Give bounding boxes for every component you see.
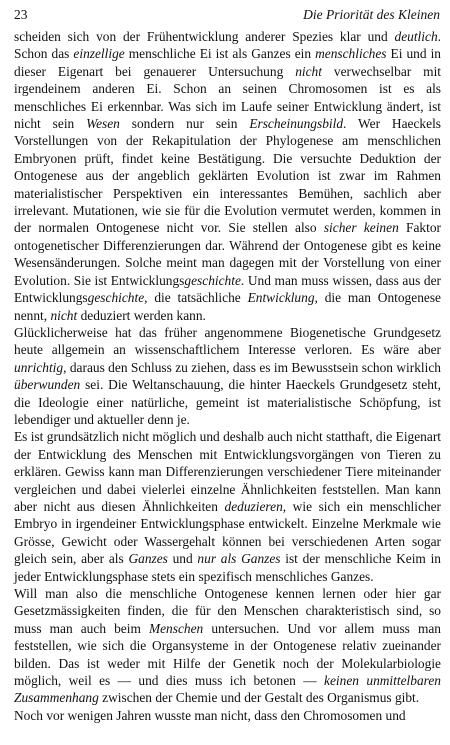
text-run: verwechselbar mit irgendeinem anderen Ei. Schon an seinen Chromosomen ist es als menschliches Ei erkennbar. Was sich im Laufe seiner Entwicklung ändert, ist nicht sein: [14, 63, 442, 132]
emphasis-text: nicht: [295, 63, 322, 79]
text-run: Ei und in dieser Eigenart bei genauerer Untersuchung: [14, 46, 441, 79]
paragraph: [14, 707, 441, 724]
text-run: sondern nur sein: [119, 116, 250, 132]
emphasis-text: Erscheinungsbild: [249, 116, 344, 132]
paragraph: [14, 324, 441, 428]
body-text: [14, 28, 441, 724]
text-run: Faktor ontogenetischer Differenzierungen dar. Während der Ontogenese gibt es keine Wesensänderungen. Solche meint man dagegen mit der Vorstellung von einer Evolution. Sie ist Entwicklungs: [14, 220, 442, 288]
emphasis-text: deutlich: [394, 29, 438, 44]
emphasis-text: Ganzes: [128, 551, 168, 567]
text-run: . Wer Haeckels Vorstellungen von der Rekapitulation der Phylogenese am menschlichen Embryonen prüft, findet keine Bestätigung. Die versuchte Deduktion der Ontogenese aus der angeblich geklärten Evolution ist zwar im Rahmen materialistischer Perspektiven ein interessantes Bemühen, sachlich aber irrelevant. Mutationen, wie sie für die Evolution vermutet werden, kommen in der normalen Ontogenese nicht vor. Sie stellen also: [14, 116, 441, 236]
text-run: und: [167, 551, 198, 567]
emphasis-text: unrichtig: [14, 359, 64, 375]
text-run: Glücklicherweise hat das früher angenommene Biogenetische Grundgesetz heute allgemein an wissenschaftlichem Interesse verloren. Es wäre aber: [14, 324, 441, 358]
text-run: , die tatsächliche: [144, 290, 248, 306]
page-number: 23: [14, 7, 28, 22]
emphasis-text: nicht: [50, 307, 78, 323]
emphasis-text: geschichte: [184, 272, 241, 288]
emphasis-text: deduzieren: [224, 498, 283, 514]
text-run: Noch vor wenigen Jahren wusste man nicht, dass den Chromosomen und: [14, 707, 406, 723]
emphasis-text: überwunden: [14, 377, 81, 393]
text-run: menschliche Ei ist als Ganzes ein: [124, 46, 316, 62]
paragraph: [14, 428, 441, 585]
emphasis-text: sicher keinen: [323, 220, 399, 236]
emphasis-text: menschliches: [315, 46, 387, 62]
paragraph: [14, 585, 441, 707]
emphasis-text: Entwicklung: [247, 290, 315, 306]
text-run: sei. Die Weltanschauung, die hinter Haeckels Grundgesetz steht, die Ideologie einer natürliche, gemeint ist materialistische Schöpfung, ist lebendiger und aktueller denn je.: [14, 377, 441, 427]
text-run: scheiden sich von der Frühentwicklung anderer Spezies klar und: [14, 29, 395, 44]
text-run: untersuchen. Und vor allem muss man feststellen, wie sich die Organsysteme in der Ontogenese relativ zueinander bilden. Das ist weder mit Hilfe der Genetik noch der Molekularbiologie möglich, weil es — und dies muss ich betonen —: [14, 620, 442, 689]
emphasis-text: Wesen: [86, 116, 120, 132]
text-run: , daraus den Schluss zu ziehen, dass es im Bewusstsein schon wirklich: [63, 359, 441, 375]
text-run: . Und man muss wissen, dass aus der Entwicklungs: [14, 272, 441, 306]
text-run: Es ist grundsätzlich nicht möglich und deshalb auch nicht statthaft, die Eigenart der Entwicklung des Menschen mit Entwicklungsvorgängen von Tieren zu erklären. Gewiss kann man Differenzierungen verschiedener Tiere miteinander vergleichen und dabei vielerlei einzelne Ähnlichkeiten feststellen. Man kann aber nicht aus diesen Ähnlichkeiten: [14, 429, 441, 514]
emphasis-text: nur als Ganzes: [197, 551, 281, 567]
text-run: , die man Ontogenese nennt,: [14, 290, 441, 323]
emphasis-text: Menschen: [148, 620, 204, 636]
page-header: [14, 4, 440, 26]
emphasis-text: geschichte: [87, 290, 145, 306]
text-run: . Schon das: [14, 29, 441, 62]
emphasis-text: keinen unmittelbaren Zusammenhang: [14, 673, 442, 706]
text-run: zwischen der Chemie und der Gestalt des Organismus gibt.: [98, 690, 420, 706]
running-title: Die Priorität des Kleinen: [303, 7, 440, 22]
emphasis-text: einzellige: [73, 46, 125, 62]
text-run: , wie sich ein menschlicher Embryo in irgendeiner Entwicklungsphase entwickelt. Einzelne Merkmale wie Grösse, Gewicht oder Wassergehalt können bei verschiedenen Arten sogar gleich sein, aber als: [14, 498, 441, 567]
text-run: Will man also die menschliche Ontogenese kennen lernen oder hier gar Gesetzmässigkeiten finden, die für den Menschen charakteristisch sind, so muss man auch beim: [14, 586, 441, 636]
text-run: ist der menschliche Keim in jeder Entwicklungsphase stets ein spezifisch menschliches Ganzes.: [14, 551, 441, 584]
text-run: deduziert werden kann.: [77, 307, 206, 323]
paragraph: [14, 28, 441, 324]
